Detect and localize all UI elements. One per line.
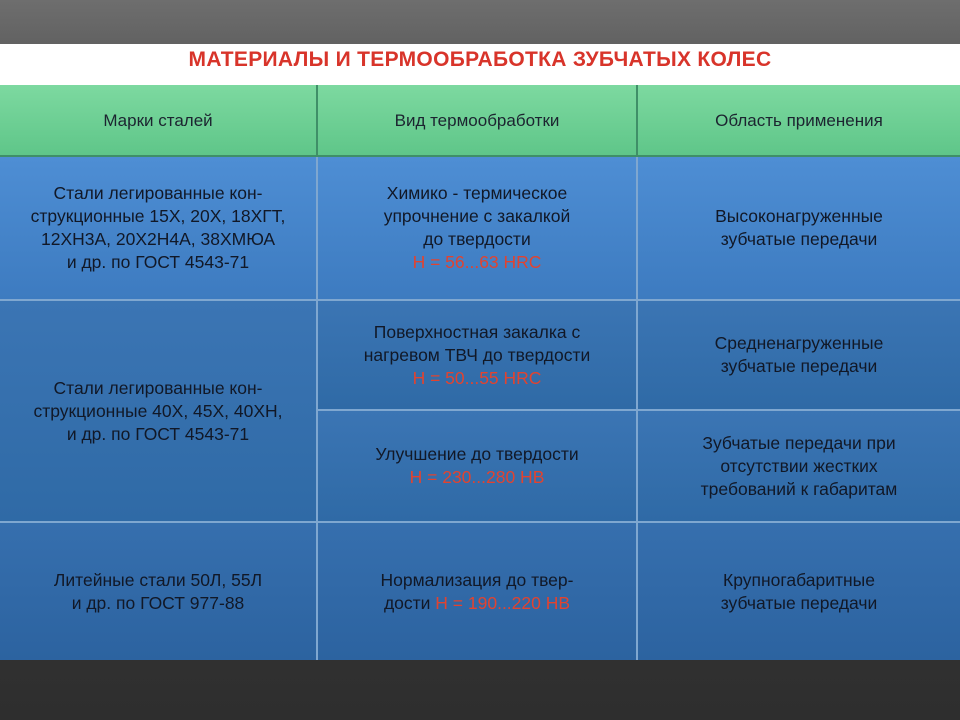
row4-application-cell [638, 523, 960, 660]
row4-treatment-cell [318, 523, 638, 660]
row2-treatment-line: нагревом ТВЧ до твердости [363, 344, 591, 365]
row4-treatment-line [384, 592, 570, 615]
row1-application-line: зубчатые передачи [720, 229, 878, 249]
header-application: Область применения [638, 85, 960, 157]
row2-steel-cell [0, 301, 318, 523]
row1-steel-line: 12ХН3А, 20Х2Н4А, 38ХМЮА [40, 229, 276, 249]
row1-hardness: Н = 56...63 HRC [412, 252, 542, 272]
row1-treatment-line: Химико - термическое [386, 183, 568, 203]
row1-steel-line: струкционные 15Х, 20Х, 18ХГТ, [30, 206, 286, 226]
row4-steel-line: и др. по ГОСТ 977-88 [71, 592, 245, 613]
row1-treatment-line: до твердости [423, 229, 531, 249]
row3-application-line: отсутствии жестких [720, 455, 878, 476]
row1-steel-cell [0, 157, 318, 301]
row1-steel-line: Стали легированные кон- [53, 183, 263, 203]
row2-steel-line: струкционные 40Х, 45Х, 40ХН, [33, 400, 283, 421]
row2-treatment-cell [318, 301, 638, 411]
row4-application-line: зубчатые передачи [720, 592, 878, 613]
row4-application-line: Крупногабаритные [723, 569, 875, 590]
row4-treatment-text: дости [383, 592, 431, 613]
row1-steel-line: и др. по ГОСТ 4543-71 [66, 252, 250, 272]
row3-hardness: Н = 230...280 НВ [409, 467, 545, 487]
row3-treatment-line: Улучшение до твердости [375, 444, 579, 464]
row4-hardness: Н = 190...220 НВ [435, 592, 571, 613]
header-steel-grades: Марки сталей [0, 85, 318, 157]
row3-treatment-cell [318, 411, 638, 523]
row1-application-line: Высоконагруженные [715, 206, 883, 226]
row2-application-line: зубчатые передачи [720, 356, 878, 376]
slide [0, 44, 960, 660]
row2-application-cell [638, 301, 960, 411]
row1-treatment-cell [318, 157, 638, 301]
row4-steel-line: Литейные стали 50Л, 55Л [53, 569, 263, 590]
row3-application-line: Зубчатые передачи при [702, 432, 896, 453]
row2-steel-line: и др. по ГОСТ 4543-71 [66, 423, 250, 444]
slide-title: МАТЕРИАЛЫ И ТЕРМООБРАБОТКА ЗУБЧАТЫХ КОЛЕС [188, 48, 772, 71]
row1-application-cell [638, 157, 960, 301]
row2-hardness: Н = 50...55 HRC [412, 367, 542, 388]
row1-treatment-line: упрочнение с закалкой [383, 206, 571, 226]
row3-application-line: требований к габаритам [700, 478, 898, 499]
materials-table [0, 85, 960, 660]
row2-application-line: Средненагруженные [714, 333, 884, 353]
row4-treatment-line: Нормализация до твер- [380, 569, 574, 590]
header-heat-treatment: Вид термообработки [318, 85, 638, 157]
row4-steel-cell [0, 523, 318, 660]
row3-application-cell [638, 411, 960, 523]
row2-treatment-line: Поверхностная закалка с [373, 321, 581, 342]
row2-steel-line: Стали легированные кон- [53, 377, 263, 398]
